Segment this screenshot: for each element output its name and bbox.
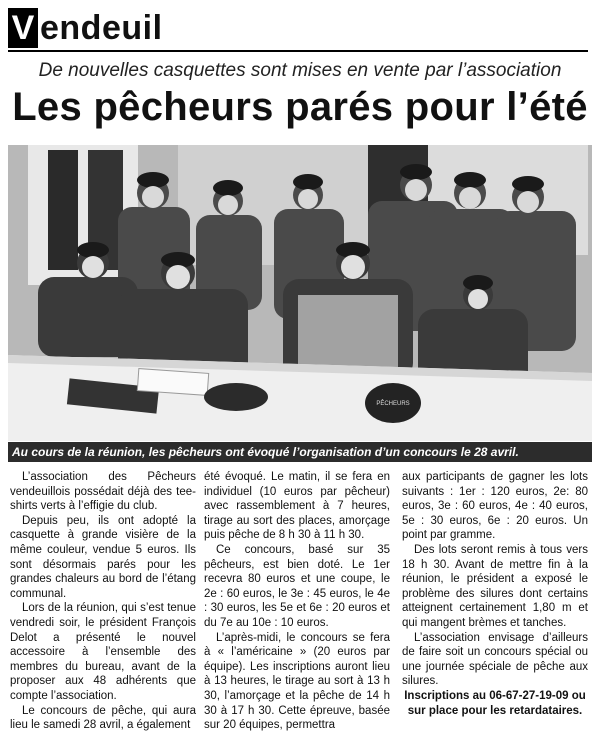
- paragraph: Ce concours, basé sur 35 pêcheurs, est bien doté. Le 1er recevra 80 euros et une coupe, le 2e : 60 euros, le 3e : 45 euros, le 4e : 30 euros, les 5e et 6e : 20 euros et du 7e au 10e : 10 euros.: [204, 543, 390, 629]
- section-rubric: [8, 6, 163, 50]
- paragraph: Depuis peu, ils ont adopté la casquette à grande visière de la même couleur, vendue 5 euros. Ils sont désormais parés pour les grandes chaleurs au bord de l’étang communal.: [10, 514, 196, 600]
- article-body: [10, 470, 594, 732]
- rubric-initial: V: [8, 8, 38, 48]
- paragraph: été évoqué. Le matin, il se fera en individuel (10 euros par pêcheur) avec rassemblement à 7 heures, tirage au sort des places, amorçage puis pêche de 8 h 30 à 11 h 30.: [204, 471, 390, 542]
- group-photo-illustration: [8, 145, 592, 441]
- paragraph: Lors de la réunion, qui s’est tenue vendredi soir, le président François Delot a présenté le nouvel accessoire à l’ensemble des membres du bureau, avant de la proposer aux 48 adhérents que compte l’association.: [10, 602, 196, 702]
- paragraph: L’association envisage d’ailleurs de faire soit un concours spécial ou une journée spéciale de pêche aux silures.: [402, 631, 588, 688]
- article-column-2: [204, 470, 390, 733]
- registration-contact: Inscriptions au 06-67-27-19-09 ou sur place pour les retardataires.: [404, 689, 586, 717]
- rubric-rule: [8, 50, 588, 52]
- article-subhead: De nouvelles casquettes sont mises en vente par l’association: [38, 60, 562, 81]
- paragraph: Des lots seront remis à tous vers 18 h 30. Avant de mettre fin à la réunion, le président a exposé le problème des silures dont certains atteignent certainement 1,80 m et qui mangent brèmes et tanches.: [402, 543, 588, 629]
- article-photo: [8, 145, 592, 441]
- article-column-1: [10, 470, 196, 733]
- article-column-3: [402, 470, 588, 718]
- paragraph: L’après-midi, le concours se fera à « l’américaine » (20 euros par équipe). Les inscriptions auront lieu à 13 heures, le tirage au sort à 13 h 30, l’amorçage et la pêche de 14 h 30 à 17 h 30. Cette épreuve, basée sur 20 équipes, permettra: [204, 631, 390, 732]
- photo-caption: Au cours de la réunion, les pêcheurs ont évoqué l’organisation d’un concours le 28 avril.: [8, 442, 592, 462]
- paragraph: aux participants de gagner les lots suivants : 1er : 120 euros, 2e: 80 euros, 3e : 60 euros, 4e : 40 euros, 5e : 30 euros, 6e : 20 euros. Un point par gramme.: [402, 471, 588, 542]
- rubric-name: endeuil: [40, 9, 163, 47]
- article-headline: Les pêcheurs parés pour l’été: [12, 85, 588, 129]
- cap-logo-text: PÊCHEURS: [376, 401, 410, 407]
- paragraph: L’association des Pêcheurs vendeuillois possédait déjà des tee-shirts verts à l’effigie du club.: [10, 471, 196, 513]
- paragraph: Le concours de pêche, qui aura lieu le samedi 28 avril, a également: [10, 704, 196, 732]
